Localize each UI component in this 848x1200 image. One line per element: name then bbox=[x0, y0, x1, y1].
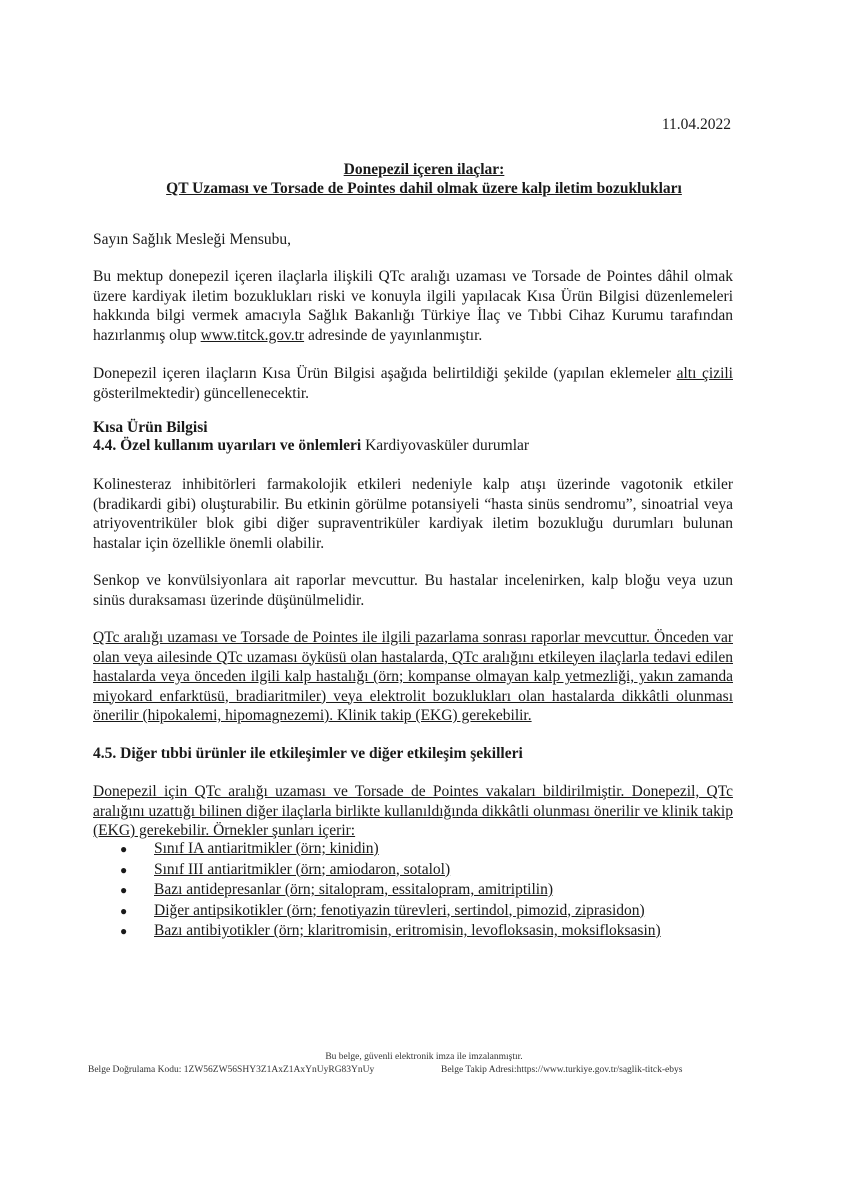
list-item: ● Sınıf IA antiaritmikler (örn; kinidin) bbox=[120, 839, 661, 860]
title-line-1: Donepezil içeren ilaçlar: bbox=[343, 161, 505, 178]
intro-text: Bu mektup donepezil içeren ilaçlarla ilişkili QTc aralığı uzaması ve Torsade de Pointes dâhil olmak üzere kardiyak iletim bozuklukları riski ve konuyla ilgili yapılacak Kısa Ürün Bilgisi düzenlemeleri hakkında bilgi vermek amacıyla Sağlık Bakanlığı Türkiye İlaç ve Tıbbi Cihaz Kurumu tarafından hazırlanmış olup bbox=[93, 268, 733, 344]
update-paragraph bbox=[93, 364, 733, 403]
list-item: ● Bazı antidepresanlar (örn; sitalopram, essitalopram, amitriptilin) bbox=[120, 880, 661, 901]
paragraph-qtc-warning: QTc aralığı uzaması ve Torsade de Pointes ile ilgili pazarlama sonrası raporlar mevcuttur. Önceden var olan veya ailesinde QTc uzaması öyküsü olan hastalarda, QTc aralığını etkileyen ilaçlarla tedavi edilen hastalarda veya önceden ilgili kalp hastalığı (örn; kompanse olmayan kalp yetmezliği, yakın zamanda miyokard enfarktüsü, bradiaritmiler) veya elektrolit bozuklukları olan hastalarda dikkâtli olunması önerilir (hipokalemi, hipomagnezemi). Klinik takip (EKG) gerekebilir. bbox=[93, 629, 733, 724]
document-title bbox=[0, 160, 848, 198]
paragraph-interactions: Donepezil için QTc aralığı uzaması ve Torsade de Pointes vakaları bildirilmiştir. Donepezil, QTc aralığını uzattığı bilinen diğer ilaçlarla birlikte kullanıldığında dikkâtli olunması önerilir ve klinik takip (EKG) gerekebilir. Örnekler şunları içerir: bbox=[93, 783, 733, 839]
update-end: gösterilmektedir) güncellenecektir. bbox=[93, 384, 310, 402]
footer-tracking-url: Belge Takip Adresi:https://www.turkiye.gov.tr/saglik-titck-ebys bbox=[441, 1065, 683, 1075]
section-title: Kısa Ürün Bilgisi bbox=[93, 419, 208, 436]
list-item: ● Sınıf III antiaritmikler (örn; amiodaron, sotalol) bbox=[120, 860, 661, 881]
bullet-icon: ● bbox=[120, 883, 128, 897]
section-4-4-bold: 4.4. Özel kullanım uyarıları ve önlemleri bbox=[93, 437, 362, 454]
bullet-icon: ● bbox=[120, 924, 128, 938]
section-4-4-rest: Kardiyovasküler durumlar bbox=[365, 437, 530, 454]
bullet-icon: ● bbox=[120, 903, 128, 918]
drug-examples-list bbox=[120, 839, 661, 942]
document-date: 11.04.2022 bbox=[661, 116, 731, 133]
bullet-icon: ● bbox=[120, 842, 128, 856]
paragraph-syncope: Senkop ve konvülsiyonlara ait raporlar mevcuttur. Bu hastalar incelenirken, kalp bloğu veya uzun sinüs duraksaması üzerinde düşünülmelidir. bbox=[93, 572, 733, 609]
footer-signature-note: Bu belge, güvenli elektronik imza ile imzalanmıştır. bbox=[325, 1052, 523, 1062]
section-4-5-heading: 4.5. Diğer tıbbi ürünler ile etkileşimler ve diğer etkileşim şekilleri bbox=[93, 745, 523, 762]
paragraph-cholinesterase: Kolinesteraz inhibitörleri farmakolojik etkileri nedeniyle kalp atışı üzerinde vagotonik etkiler (bradikardi gibi) oluşturabilir. Bu etkinin görülme potansiyeli “hasta sinüs sendromu”, sinoatrial veya atriyoventriküler blok gibi diğer supraventriküler kardiyak iletim bozukluğu durumları bulunan hastalar için özellikle önemli olabilir. bbox=[93, 476, 733, 552]
underlined-label: altı çizili bbox=[676, 365, 733, 382]
section-4-4-heading bbox=[93, 436, 733, 456]
intro-end: adresinde de yayınlanmıştır. bbox=[307, 326, 483, 344]
salutation: Sayın Sağlık Mesleği Mensubu, bbox=[93, 231, 292, 248]
list-item: ● Diğer antipsikotikler (örn; fenotiyazin türevleri, sertindol, pimozid, ziprasidon) bbox=[120, 901, 661, 922]
footer-verification-code: Belge Doğrulama Kodu: 1ZW56ZW56SHY3Z1AxZ1AxYnUyRG83YnUy bbox=[88, 1065, 375, 1075]
list-item: ● Bazı antibiyotikler (örn; klaritromisin, eritromisin, levofloksasin, moksifloksasin) bbox=[120, 921, 661, 942]
update-text: Donepezil içeren ilaçların Kısa Ürün Bilgisi aşağıda belirtildiği şekilde (yapılan eklemeler bbox=[93, 365, 671, 382]
title-line-2: QT Uzaması ve Torsade de Pointes dahil olmak üzere kalp iletim bozuklukları bbox=[166, 180, 682, 197]
titck-link[interactable]: www.titck.gov.tr bbox=[200, 326, 305, 344]
bullet-icon: ● bbox=[120, 862, 128, 877]
intro-paragraph bbox=[93, 267, 733, 345]
